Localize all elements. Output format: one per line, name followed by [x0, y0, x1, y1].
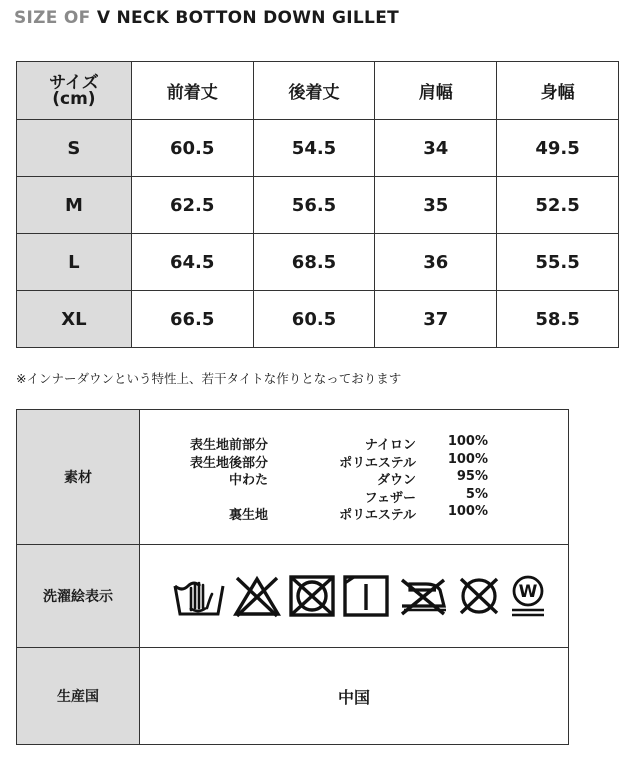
- drip-dry-icon: [342, 574, 390, 618]
- header-shoulder-width: 肩幅: [375, 62, 497, 120]
- title-product: V NECK BOTTON DOWN GILLET: [96, 8, 399, 28]
- size-table-corner: [17, 62, 132, 120]
- table-row: [17, 177, 619, 234]
- table-cell: 49.5: [497, 120, 619, 177]
- list-item: [140, 487, 568, 504]
- wet-clean-letter: W: [518, 582, 538, 602]
- fit-note: ※インナーダウンという特性上、若干タイトな作りとなっております: [16, 371, 402, 386]
- material-part: 表生地後部分: [189, 456, 268, 471]
- table-cell: 56.5: [253, 177, 375, 234]
- hand-wash-icon: [172, 574, 226, 618]
- table-cell: 36: [375, 234, 497, 291]
- care-icons: [140, 546, 568, 646]
- table-row: [17, 291, 619, 348]
- material-part: 中わた: [228, 473, 268, 488]
- origin-row: [17, 648, 569, 745]
- table-cell: 34: [375, 120, 497, 177]
- material-label: 素材: [17, 410, 140, 545]
- table-cell: 55.5: [497, 234, 619, 291]
- table-cell: 52.5: [497, 177, 619, 234]
- material-name: ポリエステル: [339, 456, 416, 471]
- table-cell: 64.5: [131, 234, 253, 291]
- header-body-width: 身幅: [497, 62, 619, 120]
- material-percent: 5%: [465, 487, 488, 502]
- origin-value: 中国: [140, 648, 569, 745]
- size-label: M: [17, 177, 132, 234]
- title-prefix: SIZE OF: [14, 8, 91, 28]
- size-table-header-row: [17, 62, 619, 120]
- size-label: S: [17, 120, 132, 177]
- material-part: 表生地前部分: [189, 438, 268, 453]
- table-cell: 37: [375, 291, 497, 348]
- wet-clean-icon: [508, 574, 548, 618]
- no-bleach-icon: [232, 574, 282, 618]
- size-label: XL: [17, 291, 132, 348]
- page-title: [14, 8, 399, 28]
- table-row: [17, 234, 619, 291]
- list-item: [140, 452, 568, 469]
- size-label: L: [17, 234, 132, 291]
- header-front-length: 前着丈: [131, 62, 253, 120]
- care-cell: [140, 545, 569, 648]
- material-name: ポリエステル: [339, 508, 416, 523]
- table-cell: 60.5: [253, 291, 375, 348]
- no-tumble-dry-icon: [288, 574, 336, 618]
- material-cell: [140, 410, 569, 545]
- material-percent: 100%: [447, 504, 488, 519]
- material-percent: 95%: [456, 469, 488, 484]
- list-item: [140, 504, 568, 521]
- material-row: [17, 410, 569, 545]
- table-cell: 35: [375, 177, 497, 234]
- list-item: [140, 469, 568, 486]
- table-cell: 62.5: [131, 177, 253, 234]
- header-back-length: 後着丈: [253, 62, 375, 120]
- table-cell: 68.5: [253, 234, 375, 291]
- no-dry-clean-icon: [456, 574, 502, 618]
- origin-label: 生産国: [17, 648, 140, 745]
- material-percent: 100%: [447, 452, 488, 467]
- material-name: フェザー: [364, 491, 416, 506]
- corner-label: サイズ: [49, 72, 99, 93]
- table-row: [17, 120, 619, 177]
- material-list: [140, 410, 568, 544]
- care-label: 洗濯絵表示: [17, 545, 140, 648]
- corner-unit: (cm): [52, 88, 96, 109]
- care-row: [17, 545, 569, 648]
- table-cell: 58.5: [497, 291, 619, 348]
- table-cell: 66.5: [131, 291, 253, 348]
- size-table: [16, 61, 619, 348]
- material-name: ダウン: [376, 473, 416, 488]
- table-cell: 60.5: [131, 120, 253, 177]
- table-cell: 54.5: [253, 120, 375, 177]
- list-item: [140, 434, 568, 451]
- material-part: 裏生地: [228, 508, 268, 523]
- no-iron-icon: [396, 574, 450, 618]
- material-percent: 100%: [447, 434, 488, 449]
- material-name: ナイロン: [364, 438, 416, 453]
- info-table: [16, 409, 569, 745]
